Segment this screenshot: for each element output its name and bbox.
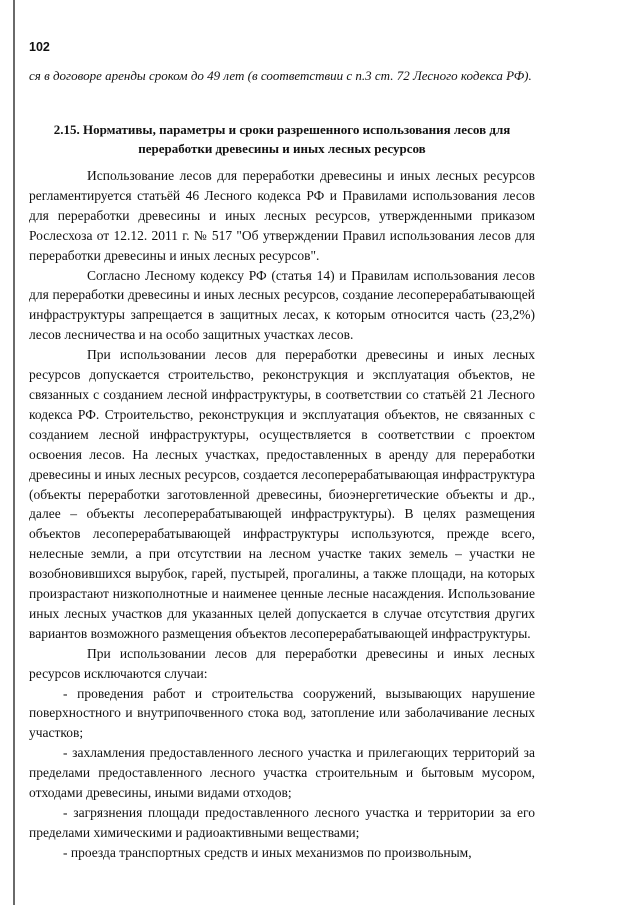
paragraph: При использовании лесов для переработки древесины и иных лесных ресурсов исключаются случаи:: [29, 645, 535, 681]
section-title: 2.15. Нормативы, параметры и сроки разрешенного использования лесов для переработки древесины и иных лесных ресурсов: [53, 122, 511, 156]
body-text: [29, 166, 535, 863]
list-item: - загрязнения площади предоставленного лесного участка и территории за его пределами химическими и радиоактивными веществами;: [29, 805, 535, 840]
paragraph: Согласно Лесному кодексу РФ (статья 14) и Правилам использования лесов для переработки древесины и иных лесных ресурсов, создание лесоперерабатывающей инфраструктуры запрещается в защитных лесах, к которым относится часть (23,2%) лесов лесничества и на особо защитных участках лесов.: [29, 267, 535, 343]
list-item: - проведения работ и строительства сооружений, вызывающих нарушение поверхностного и внутрипочвенного стока вод, затопление или заболачивание лесных участков;: [29, 685, 535, 741]
paragraph: При использовании лесов для переработки древесины и иных лесных ресурсов допускается строительство, реконструкция и эксплуатация объектов, не связанных с созданием лесной инфраструктуры, в соответствии со статьёй 21 Лесного кодекса РФ. Строительство, реконструкция и эксплуатация объектов, не связанных с созданием лесной инфраструктуры, осуществляется в соответствии с проектом освоения лесов. На лесных участках, предоставленных в аренду для переработки древесины и иных лесных ресурсов, создается лесоперерабатывающая инфраструктура (объекты переработки заготовленной древесины, биоэнергетические объекты и др., далее – объекты лесоперерабатывающей инфраструктуры). В целях размещения объектов лесоперерабатывающей инфраструктуры используются, прежде всего, нелесные земли, а при отсутствии на лесном участке таких земель – участки не возобновившихся вырубок, гарей, пустырей, прогалины, а также площади, на которых произрастают низкополнотные и наименее ценные лесные насаждения. Использование иных лесных участков для указанных целей допускается в случае отсутствия других вариантов возможного размещения объектов лесоперерабатывающей инфраструктуры.: [29, 347, 535, 641]
list-item: - проезда транспортных средств и иных механизмов по произвольным,: [63, 844, 472, 860]
list-item: - захламления предоставленного лесного участка и прилегающих территорий за пределами предоставленного лесного участка строительным и бытовым мусором, отходами древесины, иными видами отходов;: [29, 745, 535, 801]
page-number: 102: [29, 40, 50, 54]
scan-edge-line: [13, 0, 15, 905]
paragraph: Использование лесов для переработки древесины и иных лесных ресурсов регламентируется статьёй 46 Лесного кодекса РФ и Правилами использования лесов для переработки древесины и иных лесных ресурсов, утвержденными приказом Рослесхоза от 12.12. 2011 г. № 517 "Об утверждении Правил использования лесов для переработки древесины и иных лесных ресурсов".: [29, 168, 535, 263]
intro-text: ся в договоре аренды сроком до 49 лет (в соответствии с п.3 ст. 72 Лесного кодекса РФ).: [29, 68, 532, 83]
